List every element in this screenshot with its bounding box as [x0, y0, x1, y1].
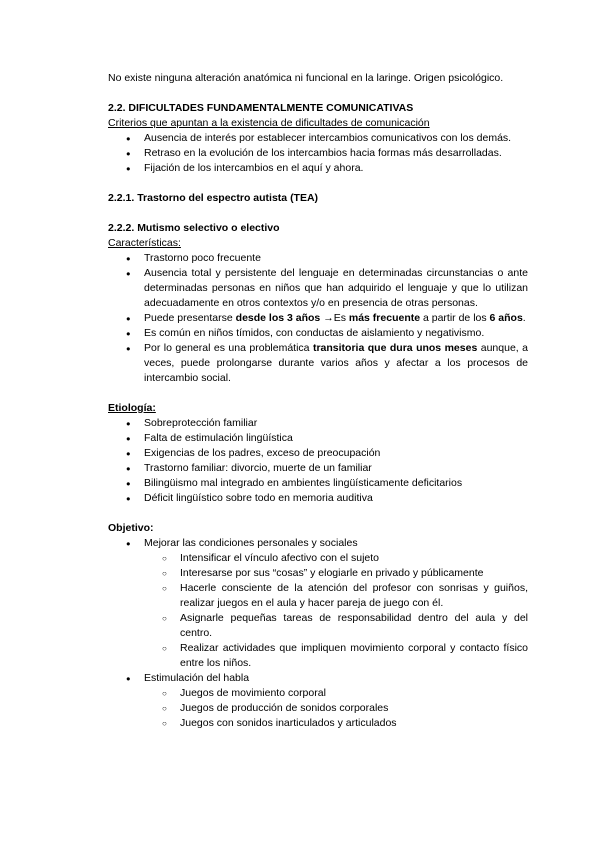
document-page: [108, 71, 528, 731]
sub-list-item: ○ Asignarle pequeñas tareas de responsabilidad dentro del aula y del centro.: [108, 611, 528, 641]
objetivo-sublist-2: [108, 686, 528, 731]
sub-list-item: ○ Realizar actividades que impliquen movimiento corporal y contacto físico entre los niños.: [108, 641, 528, 671]
list-item: ● Es común en niños tímidos, con conductas de aislamiento y negativismo.: [108, 326, 528, 341]
sub-list-item: ○ Hacerle consciente de la atención del profesor con sonrisas y guiños, realizar juegos en el aula y hacer pareja de juego con él.: [108, 581, 528, 611]
text-run: →Es: [320, 312, 349, 324]
criteria-label: Criterios que apuntan a la existencia de dificultades de comunicación: [108, 117, 430, 129]
sub-list-item: ○ Juegos de movimiento corporal: [108, 686, 528, 701]
emphasis-text: 6 años: [489, 312, 523, 324]
list-item: ● Mejorar las condiciones personales y sociales: [108, 536, 528, 551]
list-item: ● Ausencia total y persistente del lenguaje en determinadas circunstancias o ante determinadas personas en niños que han adquirido el lenguaje y que lo utilizan adecuadamente en otros contextos y/o en presencia de otras personas.: [108, 266, 528, 311]
list-item: ● Trastorno familiar: divorcio, muerte de un familiar: [108, 461, 528, 476]
list-item: [108, 341, 528, 386]
list-item: ● Falta de estimulación lingüística: [108, 431, 528, 446]
text-run: a partir de los: [420, 312, 490, 324]
characteristics-list: [108, 251, 528, 386]
etiologia-heading: Etiología:: [108, 402, 156, 414]
emphasis-text: transitoria que dura unos meses: [312, 342, 478, 354]
text-run: aunque, a veces, puede prolongarse durante varios años y afectar a los procesos de intercambio social.: [144, 342, 528, 384]
sub-list-item: ○ Juegos de producción de sonidos corporales: [108, 701, 528, 716]
section-2-2-2-heading: 2.2.2. Mutismo selectivo o electivo: [108, 222, 280, 234]
sub-list-item: ○ Intensificar el vínculo afectivo con el sujeto: [108, 551, 528, 566]
list-item: ● Ausencia de interés por establecer intercambios comunicativos con los demás.: [108, 131, 528, 146]
section-2-2-heading: 2.2. DIFICULTADES FUNDAMENTALMENTE COMUNICATIVAS: [108, 102, 414, 114]
etiologia-list: [108, 416, 528, 506]
text-run: .: [522, 312, 526, 324]
criteria-list: [108, 131, 528, 176]
list-item: ● Fijación de los intercambios en el aquí y ahora.: [108, 161, 528, 176]
list-item: ● Exigencias de los padres, exceso de preocupación: [108, 446, 528, 461]
list-item: [108, 311, 528, 326]
intro-paragraph: No existe ninguna alteración anatómica ni funcional en la laringe. Origen psicológico.: [108, 72, 504, 84]
objetivo-sublist-1: [108, 551, 528, 671]
list-item: ● Bilingüismo mal integrado en ambientes lingüísticamente deficitarios: [108, 476, 528, 491]
objetivo-list-2: [108, 671, 528, 686]
list-item: ● Trastorno poco frecuente: [108, 251, 528, 266]
section-2-2-1-heading: 2.2.1. Trastorno del espectro autista (TEA): [108, 192, 319, 204]
text-run: Puede presentarse: [144, 312, 236, 324]
objetivo-list: [108, 536, 528, 551]
sub-list-item: ○ Juegos con sonidos inarticulados y articulados: [108, 716, 528, 731]
list-item: ● Déficit lingüístico sobre todo en memoria auditiva: [108, 491, 528, 506]
list-item: ● Estimulación del habla: [108, 671, 528, 686]
emphasis-text: desde los 3 años: [235, 312, 321, 324]
list-item: ● Retraso en la evolución de los intercambios hacia formas más desarrolladas.: [108, 146, 528, 161]
emphasis-text: más frecuente: [348, 312, 421, 324]
sub-list-item: ○ Interesarse por sus “cosas” y elogiarle en privado y públicamente: [108, 566, 528, 581]
objetivo-heading: Objetivo:: [108, 522, 154, 534]
text-run: Por lo general es una problemática: [144, 342, 313, 354]
list-item: ● Sobreprotección familiar: [108, 416, 528, 431]
characteristics-label: Características:: [108, 237, 181, 249]
